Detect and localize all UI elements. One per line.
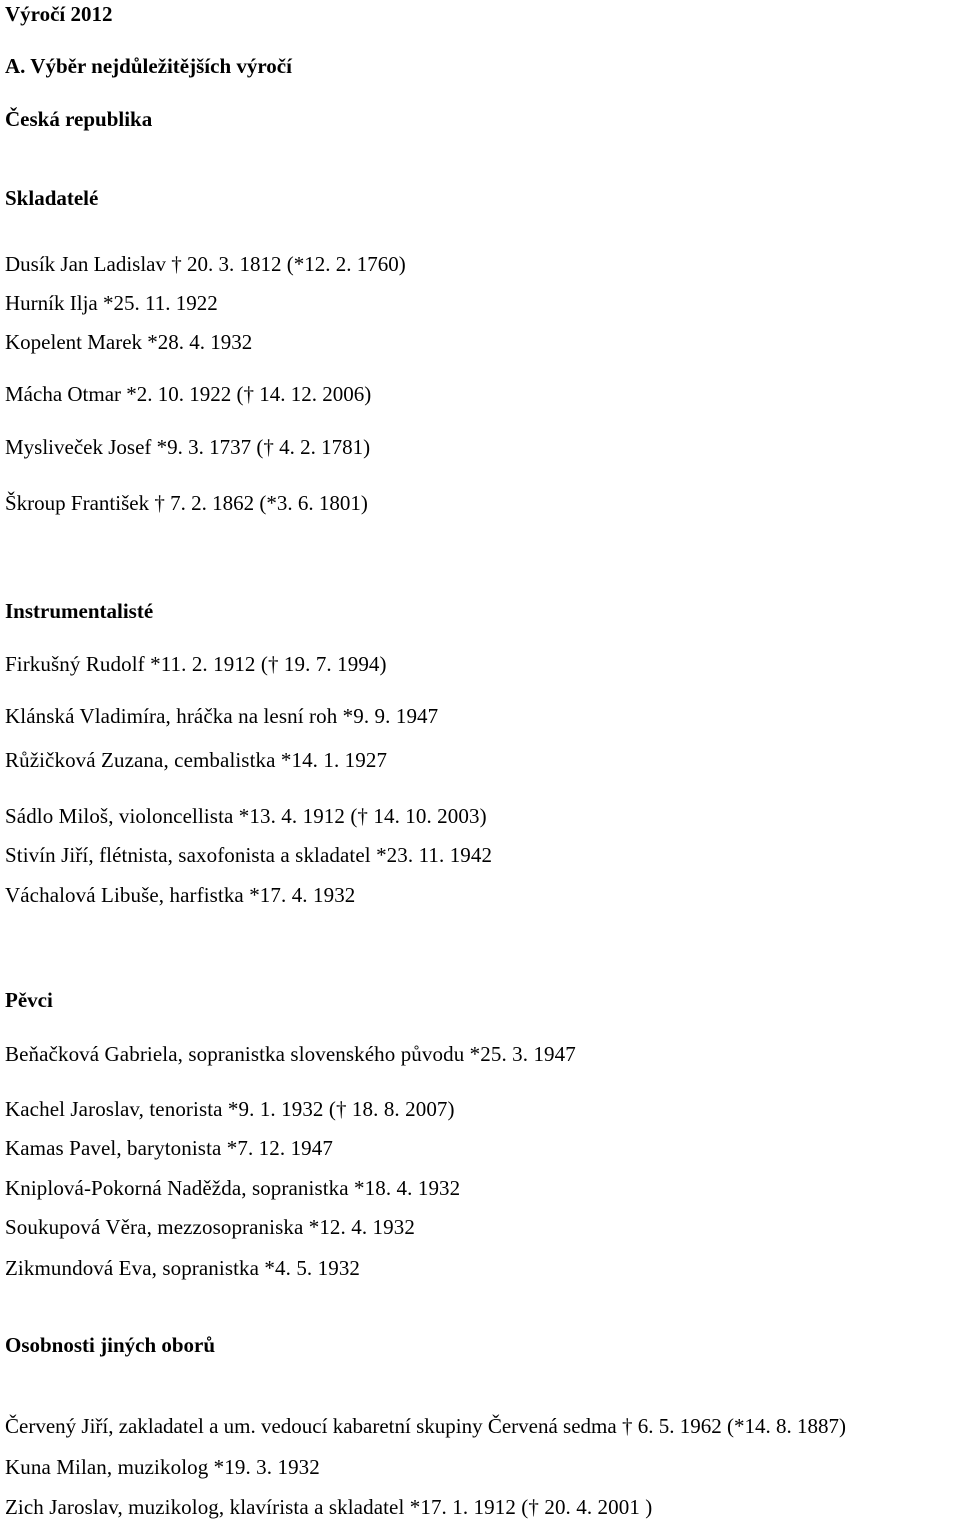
list-item: Dusík Jan Ladislav † 20. 3. 1812 (*12. 2. 1760) bbox=[5, 252, 406, 276]
list-item: Kniplová-Pokorná Naděžda, sopranistka *18. 4. 1932 bbox=[5, 1176, 461, 1200]
group-heading-instrumentaliste: Instrumentalisté bbox=[5, 599, 154, 623]
list-item: Kopelent Marek *28. 4. 1932 bbox=[5, 330, 253, 354]
document-title: Výročí 2012 bbox=[5, 2, 113, 26]
country-heading: Česká republika bbox=[5, 107, 153, 131]
list-item: Beňačková Gabriela, sopranistka slovenského původu *25. 3. 1947 bbox=[5, 1042, 576, 1066]
list-item: Stivín Jiří, flétnista, saxofonista a skladatel *23. 11. 1942 bbox=[5, 843, 493, 867]
list-item: Škroup František † 7. 2. 1862 (*3. 6. 1801) bbox=[5, 491, 368, 515]
list-item: Červený Jiří, zakladatel a um. vedoucí kabaretní skupiny Červená sedma † 6. 5. 1962 (*14. 8. 1887) bbox=[5, 1414, 846, 1438]
group-heading-osobnosti: Osobnosti jiných oborů bbox=[5, 1333, 216, 1357]
list-item: Hurník Ilja *25. 11. 1922 bbox=[5, 291, 218, 315]
list-item: Mysliveček Josef *9. 3. 1737 († 4. 2. 1781) bbox=[5, 435, 371, 459]
list-item: Firkušný Rudolf *11. 2. 1912 († 19. 7. 1994) bbox=[5, 652, 387, 676]
list-item: Sádlo Miloš, violoncellista *13. 4. 1912 († 14. 10. 2003) bbox=[5, 804, 487, 828]
list-item: Soukupová Věra, mezzosopraniska *12. 4. 1932 bbox=[5, 1215, 415, 1239]
list-item: Růžičková Zuzana, cembalistka *14. 1. 1927 bbox=[5, 748, 388, 772]
list-item: Zich Jaroslav, muzikolog, klavírista a skladatel *17. 1. 1912 († 20. 4. 2001 ) bbox=[5, 1495, 653, 1519]
group-heading-skladatele: Skladatelé bbox=[5, 186, 99, 210]
list-item: Zikmundová Eva, sopranistka *4. 5. 1932 bbox=[5, 1256, 361, 1280]
list-item: Mácha Otmar *2. 10. 1922 († 14. 12. 2006) bbox=[5, 382, 372, 406]
list-item: Kachel Jaroslav, tenorista *9. 1. 1932 († 18. 8. 2007) bbox=[5, 1097, 455, 1121]
section-heading: A. Výběr nejdůležitějších výročí bbox=[5, 54, 292, 78]
group-heading-pevci: Pěvci bbox=[5, 988, 53, 1012]
list-item: Klánská Vladimíra, hráčka na lesní roh *9. 9. 1947 bbox=[5, 704, 439, 728]
list-item: Váchalová Libuše, harfistka *17. 4. 1932 bbox=[5, 883, 356, 907]
list-item: Kuna Milan, muzikolog *19. 3. 1932 bbox=[5, 1455, 320, 1479]
list-item: Kamas Pavel, barytonista *7. 12. 1947 bbox=[5, 1136, 333, 1160]
